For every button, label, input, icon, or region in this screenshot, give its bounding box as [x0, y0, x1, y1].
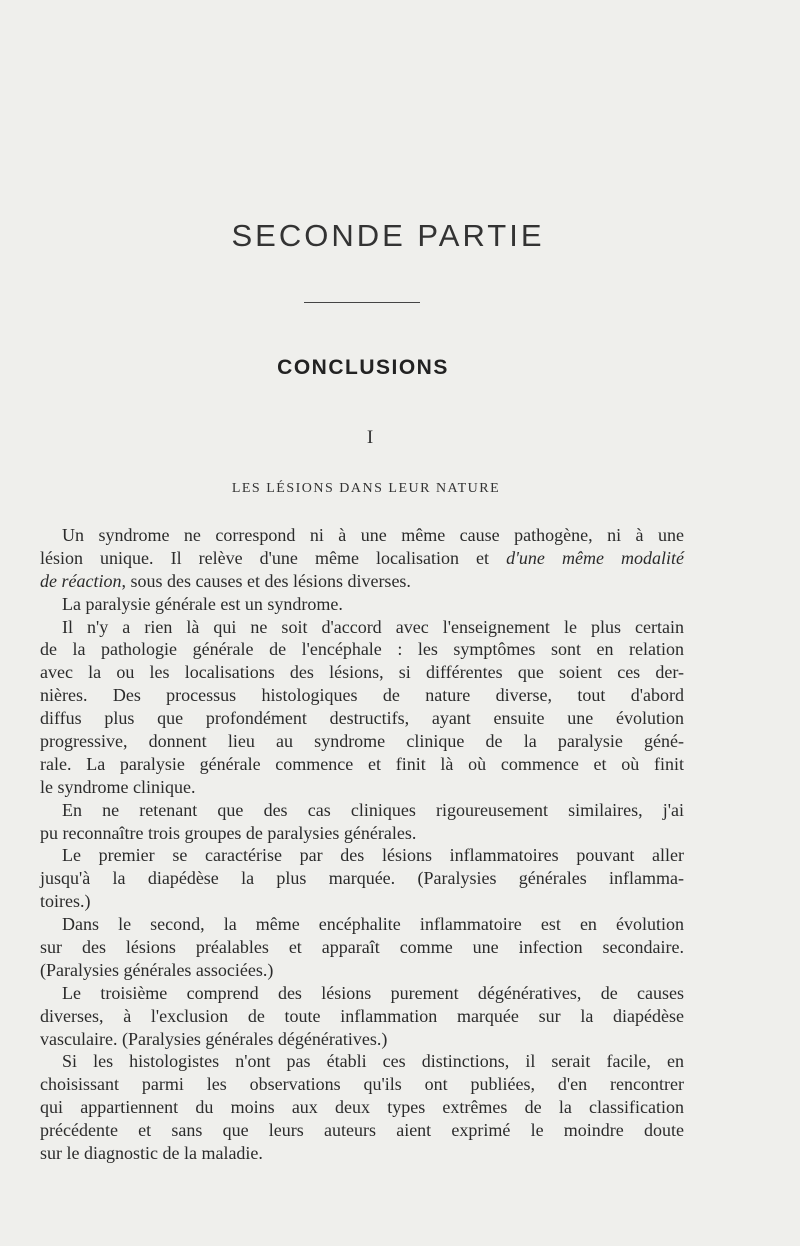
text-line	[40, 799, 684, 822]
text-line	[40, 1142, 684, 1165]
text-line	[40, 547, 684, 570]
text-segment: Le premier se caractérise par des lésions inflammatoires pouvant aller	[62, 845, 684, 866]
body-text	[40, 524, 684, 1165]
text-segment: toires.)	[40, 891, 91, 912]
text-line	[40, 661, 684, 684]
text-segment: (Paralysies générales associées.)	[40, 959, 274, 980]
text-segment: Dans le second, la même encéphalite inflammatoire est en évolution	[62, 914, 684, 935]
text-line	[40, 570, 684, 593]
text-line	[40, 593, 684, 616]
text-line	[40, 844, 684, 867]
text-line	[40, 684, 684, 707]
text-segment: pu reconnaître trois groupes de paralysies générales.	[40, 822, 417, 843]
text-segment: En ne retenant que des cas cliniques rigoureusement similaires, j'ai	[62, 799, 684, 820]
text-segment: jusqu'à la diapédèse la plus marquée. (Paralysies générales inflamma-	[40, 868, 684, 889]
text-segment: Le troisième comprend des lésions purement dégénératives, de causes	[62, 982, 684, 1003]
text-segment: diffus plus que profondément destructifs, ayant ensuite une évolution	[40, 708, 684, 729]
text-line	[40, 776, 684, 799]
text-segment: Il n'y a rien là qui ne soit d'accord avec l'enseignement le plus certain	[62, 616, 684, 637]
text-line	[40, 936, 684, 959]
text-segment: qui appartiennent du moins aux deux types extrêmes de la classification	[40, 1097, 684, 1118]
text-line	[40, 524, 684, 547]
text-line	[40, 1096, 684, 1119]
text-line	[40, 959, 684, 982]
text-segment: avec la ou les localisations des lésions, si différentes que soient ces der-	[40, 662, 684, 683]
chapter-title: CONCLUSIONS	[277, 356, 449, 379]
text-line	[40, 913, 684, 936]
text-segment: le syndrome clinique.	[40, 776, 196, 797]
text-line	[40, 730, 684, 753]
text-line	[40, 707, 684, 730]
part-title: SECONDE PARTIE	[231, 218, 545, 253]
text-segment: sur des lésions préalables et apparaît comme une infection secondaire.	[40, 937, 684, 958]
text-segment: sur le diagnostic de la maladie.	[40, 1143, 263, 1164]
text-segment: rale. La paralysie générale commence et finit là où commence et où finit	[40, 753, 684, 774]
text-line	[40, 890, 684, 913]
text-line	[40, 638, 684, 661]
title-divider	[304, 302, 420, 303]
text-line	[40, 1028, 684, 1051]
text-segment: de la pathologie générale de l'encéphale : les symptômes sont en relation	[40, 639, 684, 660]
italic-segment: de réaction	[40, 570, 122, 591]
text-segment: Si les histologistes n'ont pas établi ces distinctions, il serait facile, en	[62, 1051, 684, 1072]
section-title: LES LÉSIONS DANS LEUR NATURE	[231, 481, 501, 496]
italic-segment: d'une même modalité	[506, 547, 684, 568]
text-line	[40, 867, 684, 890]
text-line	[40, 822, 684, 845]
text-segment: La paralysie générale est un syndrome.	[62, 593, 343, 614]
text-segment: précédente et sans que leurs auteurs aient exprimé le moindre doute	[40, 1120, 684, 1141]
text-line	[40, 1050, 684, 1073]
text-segment: choisissant parmi les observations qu'ils ont publiées, d'en rencontrer	[40, 1074, 684, 1095]
text-line	[40, 1119, 684, 1142]
text-line	[40, 616, 684, 639]
text-segment: lésion unique. Il relève d'une même localisation et	[40, 547, 507, 568]
text-segment: nières. Des processus histologiques de nature diverse, tout d'abord	[40, 685, 684, 706]
text-segment: diverses, à l'exclusion de toute inflammation marquée sur la diapédèse	[40, 1005, 684, 1026]
text-segment: progressive, donnent lieu au syndrome clinique de la paralysie géné-	[40, 731, 684, 752]
section-number: I	[366, 427, 374, 448]
text-line	[40, 982, 684, 1005]
text-line	[40, 753, 684, 776]
text-segment: , sous des causes et des lésions diverses.	[121, 570, 411, 591]
text-line	[40, 1005, 684, 1028]
text-segment: vasculaire. (Paralysies générales dégénératives.)	[40, 1028, 388, 1049]
text-line	[40, 1073, 684, 1096]
text-segment: Un syndrome ne correspond ni à une même cause pathogène, ni à une	[62, 525, 684, 545]
